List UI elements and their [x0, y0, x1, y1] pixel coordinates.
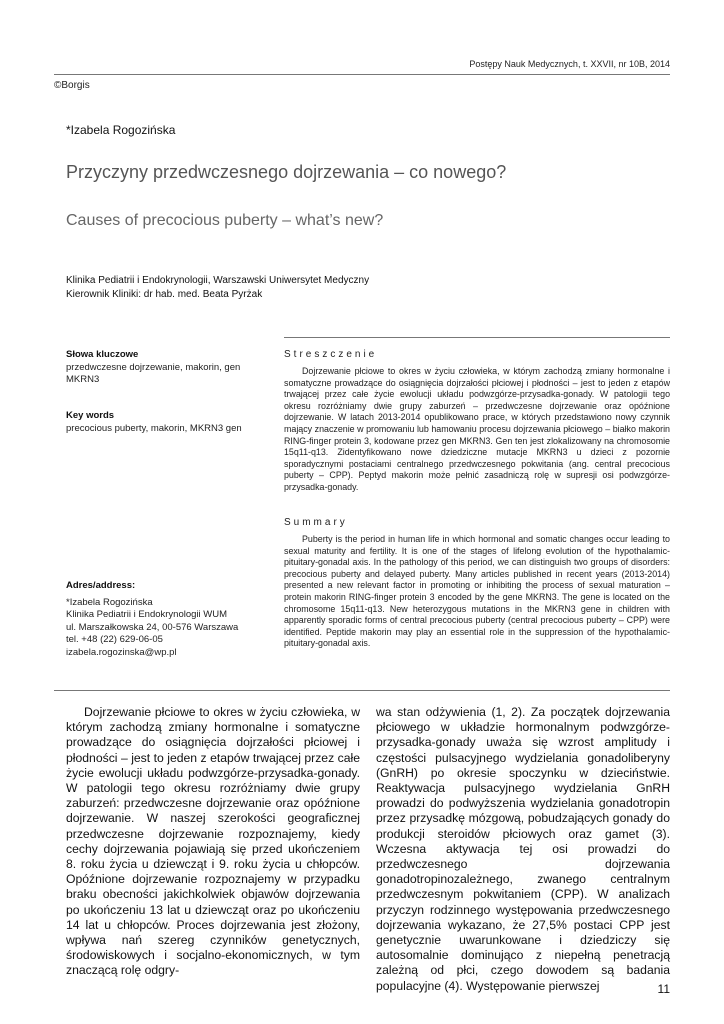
section-rule	[54, 690, 670, 691]
streszczenie-text: Dojrzewanie płciowe to okres w życiu człowieka, w którym zachodzą zmiany hormonalne i somatyczne prowadzące do osiągnięcia dojrzałości płciowej i płodności – jest to jeden z etapów trwającej przez całe życie ewolucji układu podwzgórze-przysadka-gonady. W patologii tego okresu rozróżniamy dwie grupy zaburzeń – przedwczesne dojrzewanie oraz opóźnione dojrzewanie. W latach 2013-2014 opublikowano prace, w których przedstawiono nowy czynnik mający znaczenie w promowaniu lub hamowaniu procesu dojrzewania płciowego – białko makorin RING-finger protein 3, kodowane przez gen MKRN3. Gen ten jest zlokalizowany na chromosomie 15q11-q13. Zidentyfikowano nowe dziedziczne mutacje MKRN3 u dzieci z pozornie sporadycznymi postaciami centralnego przedwczesnego pokwitania (ang. central precocious puberty – CPP). Peptyd makorin może pełnić zasadniczą rolę w supresji osi podwzgórze-przysadka-gonady.	[284, 366, 670, 492]
affiliation-line-1: Klinika Pediatrii i Endokrynologii, Warszawski Uniwersytet Medyczny	[66, 275, 370, 286]
keywords-polish	[66, 349, 266, 387]
affiliation-line-2: Kierownik Kliniki: dr hab. med. Beata Pyrżak	[66, 289, 263, 300]
address-heading: Adres/address:	[66, 580, 136, 591]
streszczenie-heading: Streszczenie	[284, 349, 378, 360]
address-line: ul. Marszałkowska 24, 00-576 Warszawa	[66, 621, 239, 633]
journal-header: Postępy Nauk Medycznych, t. XXVII, nr 10B, 2014	[469, 59, 670, 69]
address-line: *Izabela Rogozińska	[66, 596, 153, 608]
keywords-polish-heading: Słowa kluczowe	[66, 349, 139, 360]
address-email[interactable]: izabela.rogozinska@wp.pl	[66, 646, 177, 658]
body-column-left: Dojrzewanie płciowe to okres w życiu człowieka, w którym zachodzą zmiany hormonalne i somatyczne prowadzące do osiągnięcia dojrzałości płciowej i płodności – jest to jeden z etapów trwającej przez całe życie ewolucji układu podwzgórze-przysadka-gonady. W patologii tego okresu rozróżniamy dwie grupy zaburzeń: przedwczesne dojrzewanie oraz opóźnione dojrzewanie. W naszej szerokości geograficznej przedwczesne dojrzewanie rozpoznajemy, kiedy cechy dojrzewania pojawiają się przed ukończeniem 8. roku życia u dziewcząt i 9. roku życia u chłopców. Opóźnione dojrzewanie rozpoznajemy w przypadku braku obecności jakichkolwiek objawów dojrzewania po ukończeniu 13 lat u dziewcząt oraz po ukończeniu 14 lat u chłopców. Proces dojrzewania jest złożony, wpływa nań szereg czynników genetycznych, środowiskowych i socjalno-ekonomicznych, w tym znaczącą rolę odgry-	[66, 705, 360, 978]
page-number: 11	[657, 982, 670, 996]
author-name: *Izabela Rogozińska	[66, 123, 176, 137]
body-column-right: wa stan odżywienia (1, 2). Za początek dojrzewania płciowego w układzie hormonalnym podwzgórze-przysadka-gonady uważa się wzrost amplitudy i częstości pulsacyjnego wydzielania gonadoliberyny (GnRH) po okresie spoczynku w dzieciństwie. Reaktywacja pulsacyjnego wydzielania GnRH prowadzi do podwyższenia wydzielania gonadotropin przez przysadkę mózgową, pobudzających gonady do produkcji steroidów płciowych oraz gamet (3). Wczesna aktywacja tej osi prowadzi do przedwczesnego dojrzewania gonadotropinozależnego, zwanego centralnym przedwczesnym pokwitaniem (CPP). W analizach przyczyn rodzinnego występowania przedwczesnego dojrzewania wykazano, że 27,5% postaci CPP jest genetycznie uwarunkowane i dziedziczy się autosomalnie dominująco z niepełną penetracją zależną od płci, czego dowodem są badania populacyjne (4). Występowanie pierwszej	[376, 705, 670, 993]
keywords-english-text: precocious puberty, makorin, MKRN3 gen	[66, 422, 242, 434]
affiliation	[66, 274, 369, 302]
title-english: Causes of precocious puberty – what’s new?	[66, 212, 384, 229]
summary-text: Puberty is the period in human life in which hormonal and somatic changes occur leading to sexual maturity and fertility. It is one of the stages of lifelong evolution of the hypothalamic-pituitary-gonadal axis. In the pathology of this period, we can distinguish two groups of disorders: precocious puberty and delayed puberty. Many articles published in recent years (2013-2014) presented a new relevant factor in promoting or inhibiting the process of sexual maturation – protein makorin RING-finger protein 3 encoded by the gene MKRN3. The gene is located on the chromosome 15q11-q13. New heterozygous mutations in the MKRN3 gene in children with apparently sporadic forms of central precocious puberty (central precocious puberty – CPP) were identified. Peptide makorin may play an essential role in the suppression of the hypothalamic-pituitary-gonadal axis.	[284, 534, 670, 649]
title-polish: Przyczyny przedwczesnego dojrzewania – co nowego?	[66, 162, 507, 182]
keywords-english	[66, 410, 266, 435]
summary-heading: Summary	[284, 517, 348, 528]
address-line: tel. +48 (22) 629-06-05	[66, 634, 163, 645]
publisher-label: ©Borgis	[54, 80, 90, 91]
abstract-rule	[284, 337, 670, 338]
keywords-polish-text: przedwczesne dojrzewanie, makorin, gen MKRN3	[66, 361, 241, 385]
address-line: Klinika Pediatrii i Endokrynologii WUM	[66, 609, 228, 620]
keywords-english-heading: Key words	[66, 410, 115, 421]
address-block	[66, 580, 266, 659]
header-rule	[54, 74, 670, 75]
